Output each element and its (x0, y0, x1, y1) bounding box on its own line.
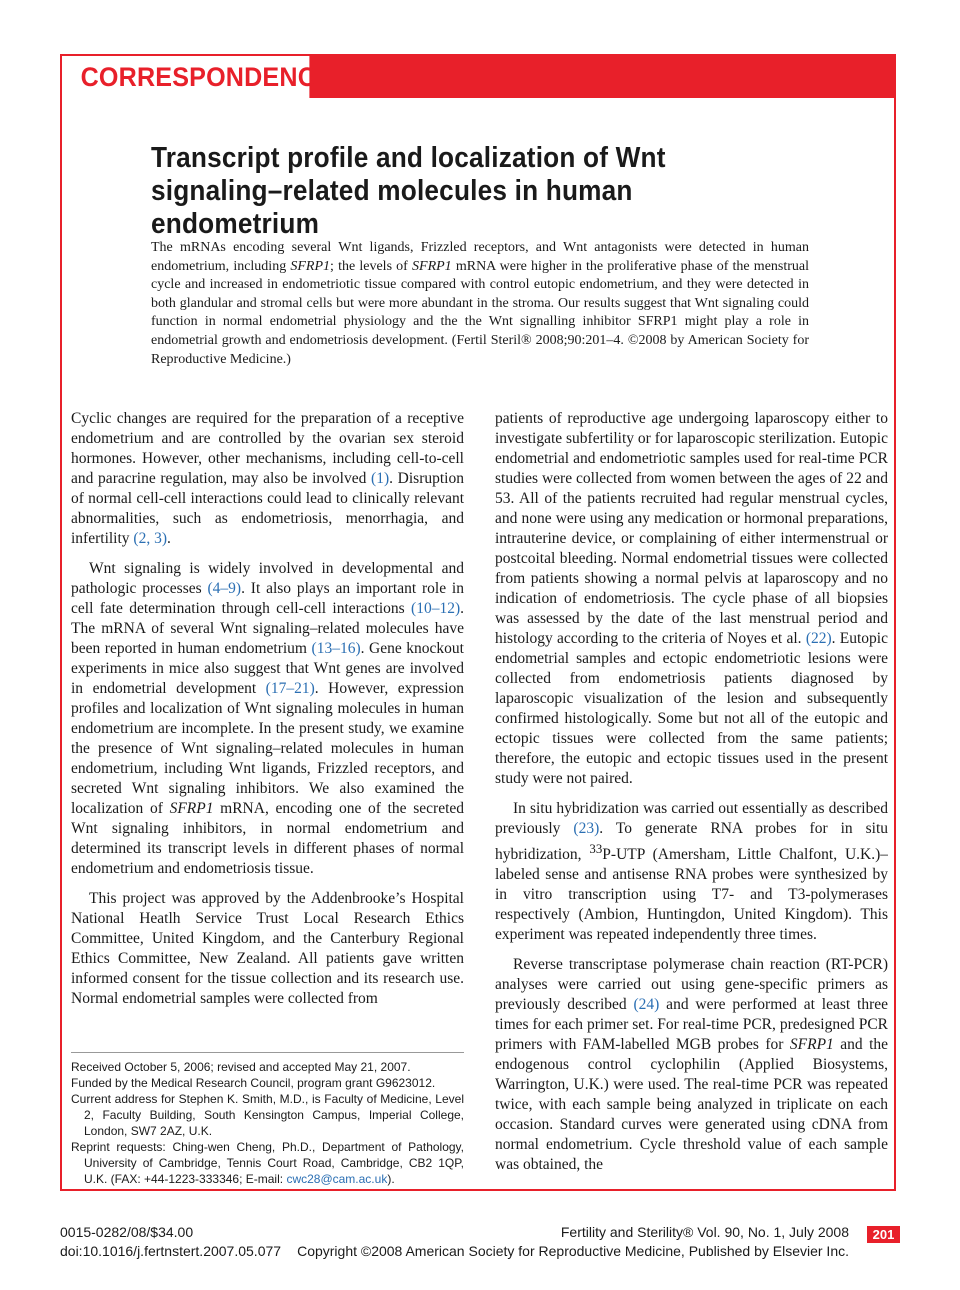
page-number: 201 (867, 1226, 900, 1243)
citation-link[interactable]: (24) (633, 996, 660, 1014)
paragraph: This project was approved by the Addenbrooke’s Hospital National Heatlh Service Trust Local Research Ethics Committee, United Kingdom, and the Canterbury Regional Ethics Committee, New Zealand. All patients gave written informed consent for the tissue collection and its research use. Normal endometrial samples were collected from (71, 890, 464, 1007)
citation-link[interactable]: (10–12) (411, 600, 461, 617)
footer-right (297, 1223, 849, 1261)
citation-link[interactable]: (22) (805, 630, 832, 647)
gene-name: SFRP1 (412, 258, 452, 274)
copyright: Copyright ©2008 American Society for Reproductive Medicine, Published by Elsevier Inc. (297, 1243, 849, 1259)
gene-name: SFRP1 (789, 1036, 834, 1054)
citation-link[interactable]: (23) (573, 820, 600, 837)
left-column (71, 409, 464, 1019)
received-note: Received October 5, 2006; revised and accepted May 21, 2007. (71, 1060, 411, 1074)
paragraph: patients of reproductive age undergoing laparoscopy either to investigate subfertility or for laparoscopic sterilization. Eutopic endometrial and endometriotic samples used for real-time PCR studies were collected from women between the ages of 22 and 53. All of the patients recruited had regular menstrual cycles, and none were using any medication or hormonal preparations, intrauterine device, or complaining of either intermenstrual or postcoital bleeding. Normal endometrial tissues were collected from patients showing a normal pelvis at laparoscopy and no indication of endometriosis. The cycle phase of all biopsies was assessed by the date of the last menstrual period and histology according to the criteria of Noyes et al. (22). Eutopic endometrial samples and ectopic endometriotic lesions were collected from endometriosis patients diagnosed by laparoscopic visualization of the lesion and subsequently confirmed histologically. Some but not all of the eutopic and ectopic tissues were collected from the same patients; therefore, the eutopic and ectopic tissues used in the present study were not paired. (495, 410, 888, 787)
paragraph: Cyclic changes are required for the preparation of a receptive endometrium and are controlled by the ovarian sex steroid hormones. However, other mechanisms, including cell-to-cell and paracrine regulation, may also be involved (1). Disruption of normal cell-cell interactions could lead to clinically relevant abnormalities, such as endometriosis, menorrhagia, and infertility (2, 3). (71, 410, 464, 547)
gene-name: SFRP1 (290, 258, 331, 274)
paragraph: In situ hybridization was carried out essentially as described previously (23). To generate RNA probes for in situ hybridization, $^{33}$P-UTP (Amersham, Little Chalfont, U.K.)–labeled sense and antisense RNA probes were synthesized by in vitro transcription using T7- and T3-polymerases respectively (Ambion, Huntingdon, United Kingdom). This experiment was repeated independently three times. (495, 800, 888, 944)
journal-citation: Fertility and Sterility® Vol. 90, No. 1, July 2008 (560, 1224, 849, 1240)
gene-name: SFRP1 (169, 800, 214, 817)
citation-link[interactable]: (2, 3) (133, 530, 167, 547)
citation-link[interactable]: (17–21) (265, 680, 315, 697)
footnote-divider (71, 1052, 464, 1053)
citation-link[interactable]: (13–16) (311, 640, 361, 657)
citation-link[interactable]: (1) (371, 470, 390, 487)
funding-note: Funded by the Medical Research Council, program grant G9623012. (71, 1076, 436, 1090)
paragraph: Reverse transcriptase polymerase chain reaction (RT-PCR) analyses were carried out using gene-specific primers as previously described (24) and were performed at least three times for each primer set. For real-time PCR, predesigned PCR primers with FAM-labelled MGB probes for SFRP1 and the endogenous control cyclophilin (Applied Biosystems, Warrington, U.K.) were used. The real-time PCR was repeated twice, with each sample being analyzed in triplicate on each occasion. Standard curves were generated using cDNA from normal endometrium. Cycle threshold value of each sample was obtained, the (495, 956, 888, 1174)
email-link[interactable]: cwc28@cam.ac.uk (286, 1172, 388, 1186)
section-label: CORRESPONDENCE (62, 56, 309, 98)
doi: doi:10.1016/j.fertnstert.2007.05.077 (60, 1243, 282, 1259)
issn: 0015-0282/08/$34.00 (60, 1224, 194, 1240)
footnotes (71, 1059, 464, 1187)
paragraph: Wnt signaling is widely involved in developmental and pathologic processes (4–9). It also plays an important role in cell fate determination through cell-cell interactions (10–12). The mRNA of several Wnt signaling–related molecules have been reported in human endometrium (13–16). Gene knockout experiments in mice also suggest that Wnt genes are involved in endometrial development (17–21). However, expression profiles and localization of Wnt signaling molecules in human endometrium are incomplete. In the present study, we examine the presence of Wnt signaling–related molecules in human endometrium, including Wnt ligands, Frizzled receptors, and secreted Wnt signaling inhibitors. We also examined the localization of SFRP1 mRNA, encoding one of the secreted Wnt signaling inhibitors, in normal endometrium and determined its transcript levels in different phases of normal endometrium and endometriosis tissue. (71, 560, 465, 877)
abstract: The mRNAs encoding several Wnt ligands, Frizzled receptors, and Wnt antagonists were detected in human endometrium, including SFRP1; the levels of SFRP1 mRNA were higher in the proliferative phase of the menstrual cycle and increased in endometriotic tissue compared with control eutopic endometrium, and they were detected in both glandular and stromal cells but were more abundant in the stroma. Our results suggest that Wnt signaling could function in normal endometrial physiology and the the Wnt signalling inhibitor SFRP1 might play a role in endometrial growth and endometriosis development. (Fertil Steril® 2008;90:201–4. ©2008 by American Society for Reproductive Medicine.) (151, 240, 810, 367)
reprint-note: Reprint requests: Ching-wen Cheng, Ph.D., Department of Pathology, University of Cambridge, Tennis Court Road, Cambridge, CB2 1QP, U.K. (FAX: +44-1223-333346; E-mail: cwc28@cam.ac.uk). (71, 1140, 464, 1186)
footer-left (60, 1223, 281, 1261)
article-title: Transcript profile and localization of Wnt signaling–related molecules in human endometrium (151, 142, 666, 240)
address-note: Current address for Stephen K. Smith, M.D., is Faculty of Medicine, Level 2, Faculty Building, South Kensington Campus, Imperial College, London, SW7 2AZ, U.K. (71, 1092, 464, 1138)
citation-link[interactable]: (4–9) (207, 580, 242, 597)
right-column (495, 409, 888, 1189)
